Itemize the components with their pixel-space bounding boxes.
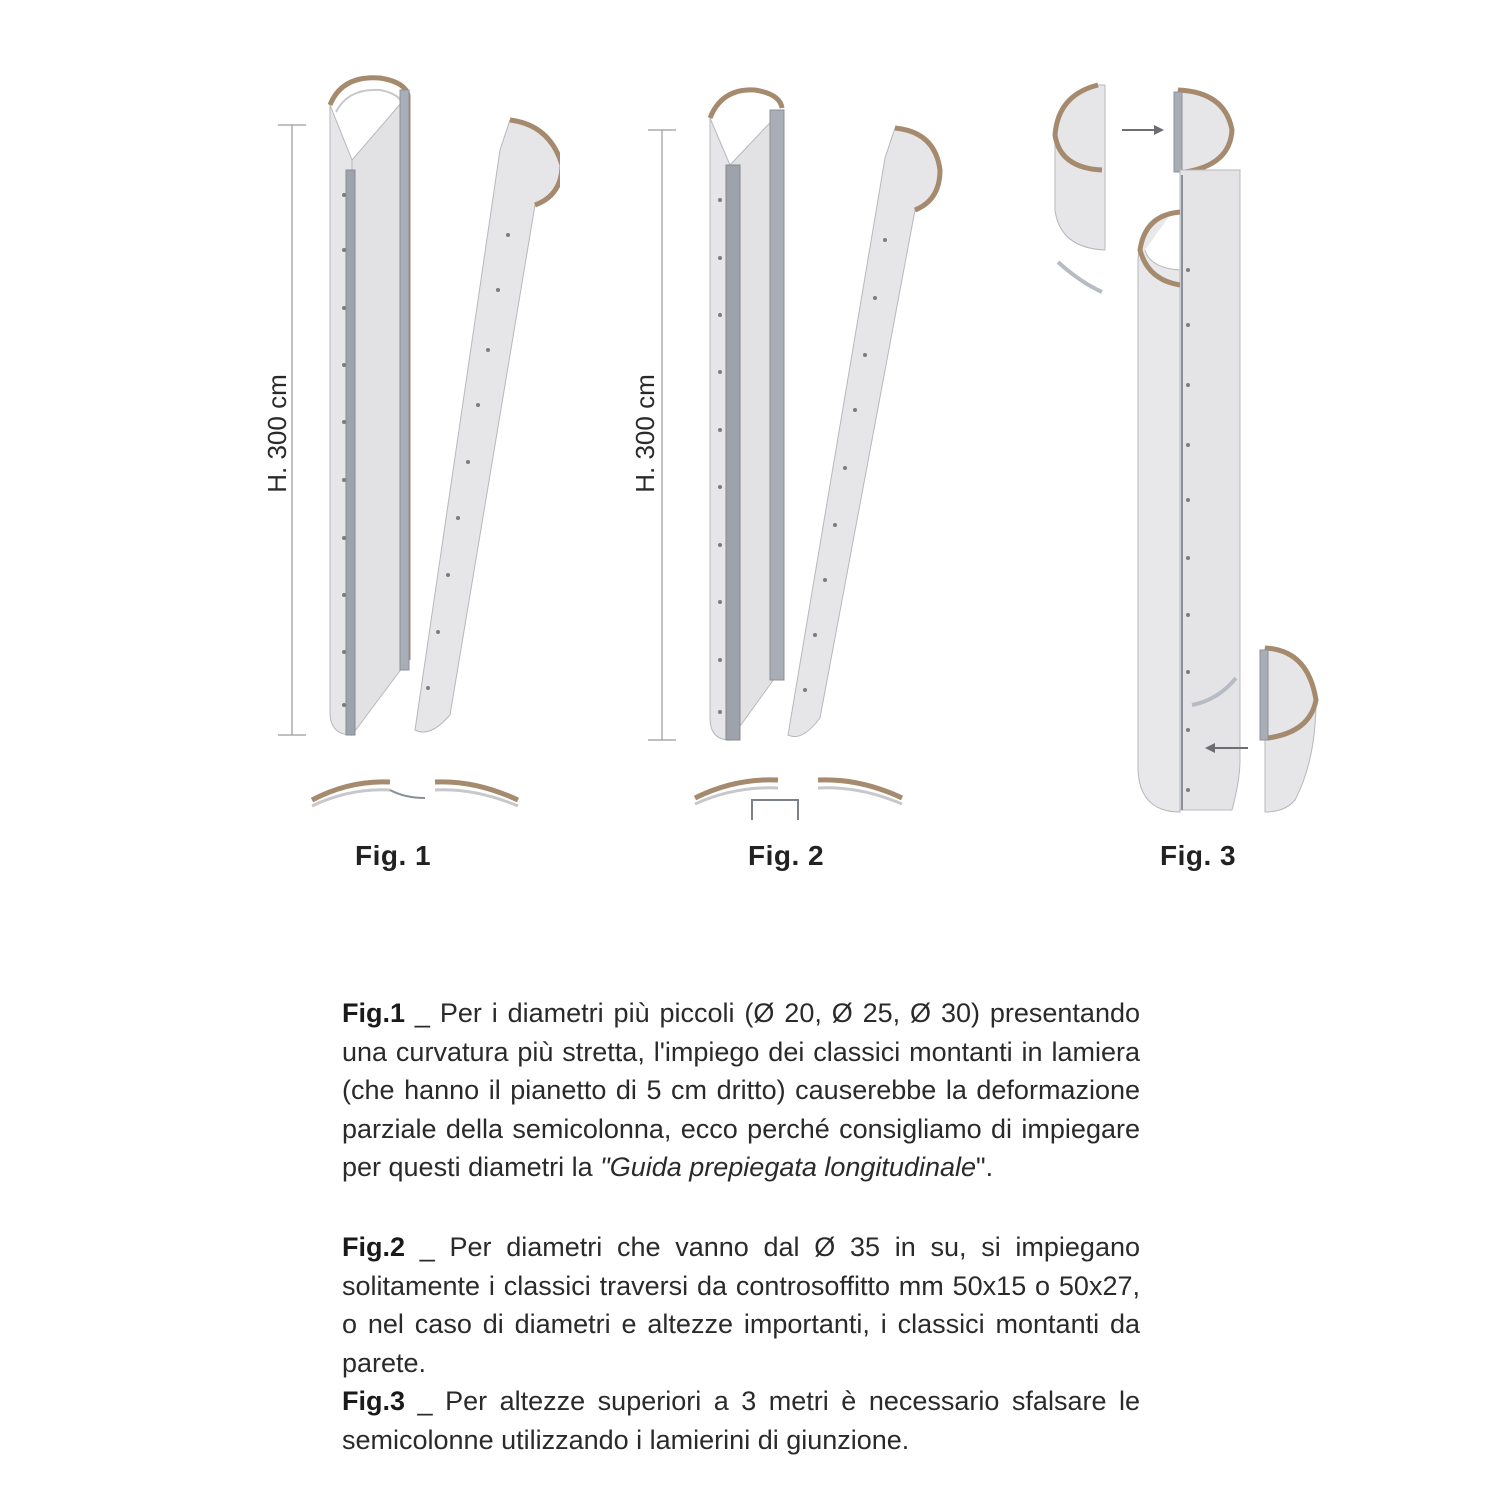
description-tail: ". (976, 1152, 994, 1182)
figure-2-drawing (610, 0, 950, 900)
description-lead: Fig.2 (342, 1232, 406, 1262)
description-lead: Fig.1 (342, 998, 406, 1028)
dimension-label: H. 300 cm (261, 374, 292, 493)
figure-2 (610, 0, 950, 900)
description-fig3 (342, 1382, 1140, 1459)
description-italic: "Guida prepiegata longitudinale (600, 1152, 976, 1182)
traverse-channel (726, 165, 740, 740)
figure-label: Fig. 2 (748, 840, 825, 871)
plan-section (695, 780, 902, 820)
plan-section (312, 782, 518, 806)
description-separator: _ (405, 998, 440, 1028)
main-column (1180, 170, 1240, 810)
dimension-label: H. 300 cm (629, 374, 660, 493)
figure-label: Fig. 3 (1160, 840, 1237, 871)
figure-3-drawing (1040, 0, 1340, 900)
description-separator: _ (405, 1232, 450, 1262)
figure-1 (230, 0, 560, 900)
description-text: Per i diametri più piccoli (Ø 20, Ø 25, Ø 30) presentando una curvatura più stretta, l'impiego dei classici montanti in lamiera (che hanno il pianetto di 5 cm dritto) causerebbe la deformazione parziale della semicolonna, ecco perché consigliamo di impiegare per questi diametri la (342, 998, 1140, 1182)
description-text: Per diametri che vanno dal Ø 35 in su, si impiegano solitamente i classici traversi da controsoffitto mm 50x15 o 50x27, o nel caso di diametri e altezze importanti, i classici montanti da parete. (342, 1232, 1140, 1378)
description-separator: _ (405, 1386, 446, 1416)
figure-3 (1040, 0, 1340, 900)
description-lead: Fig.3 (342, 1386, 406, 1416)
description-text: Per altezze superiori a 3 metri è necessario sfalsare le semicolonne utilizzando i lamierini di giunzione. (342, 1386, 1140, 1455)
joint-plate (1174, 92, 1182, 172)
description-fig2 (342, 1228, 1140, 1382)
figure-label: Fig. 1 (355, 840, 432, 871)
half-column-tilted (788, 128, 940, 737)
half-column-tilted (415, 120, 560, 732)
description-fig1 (342, 994, 1140, 1187)
guide-strip (400, 90, 409, 670)
